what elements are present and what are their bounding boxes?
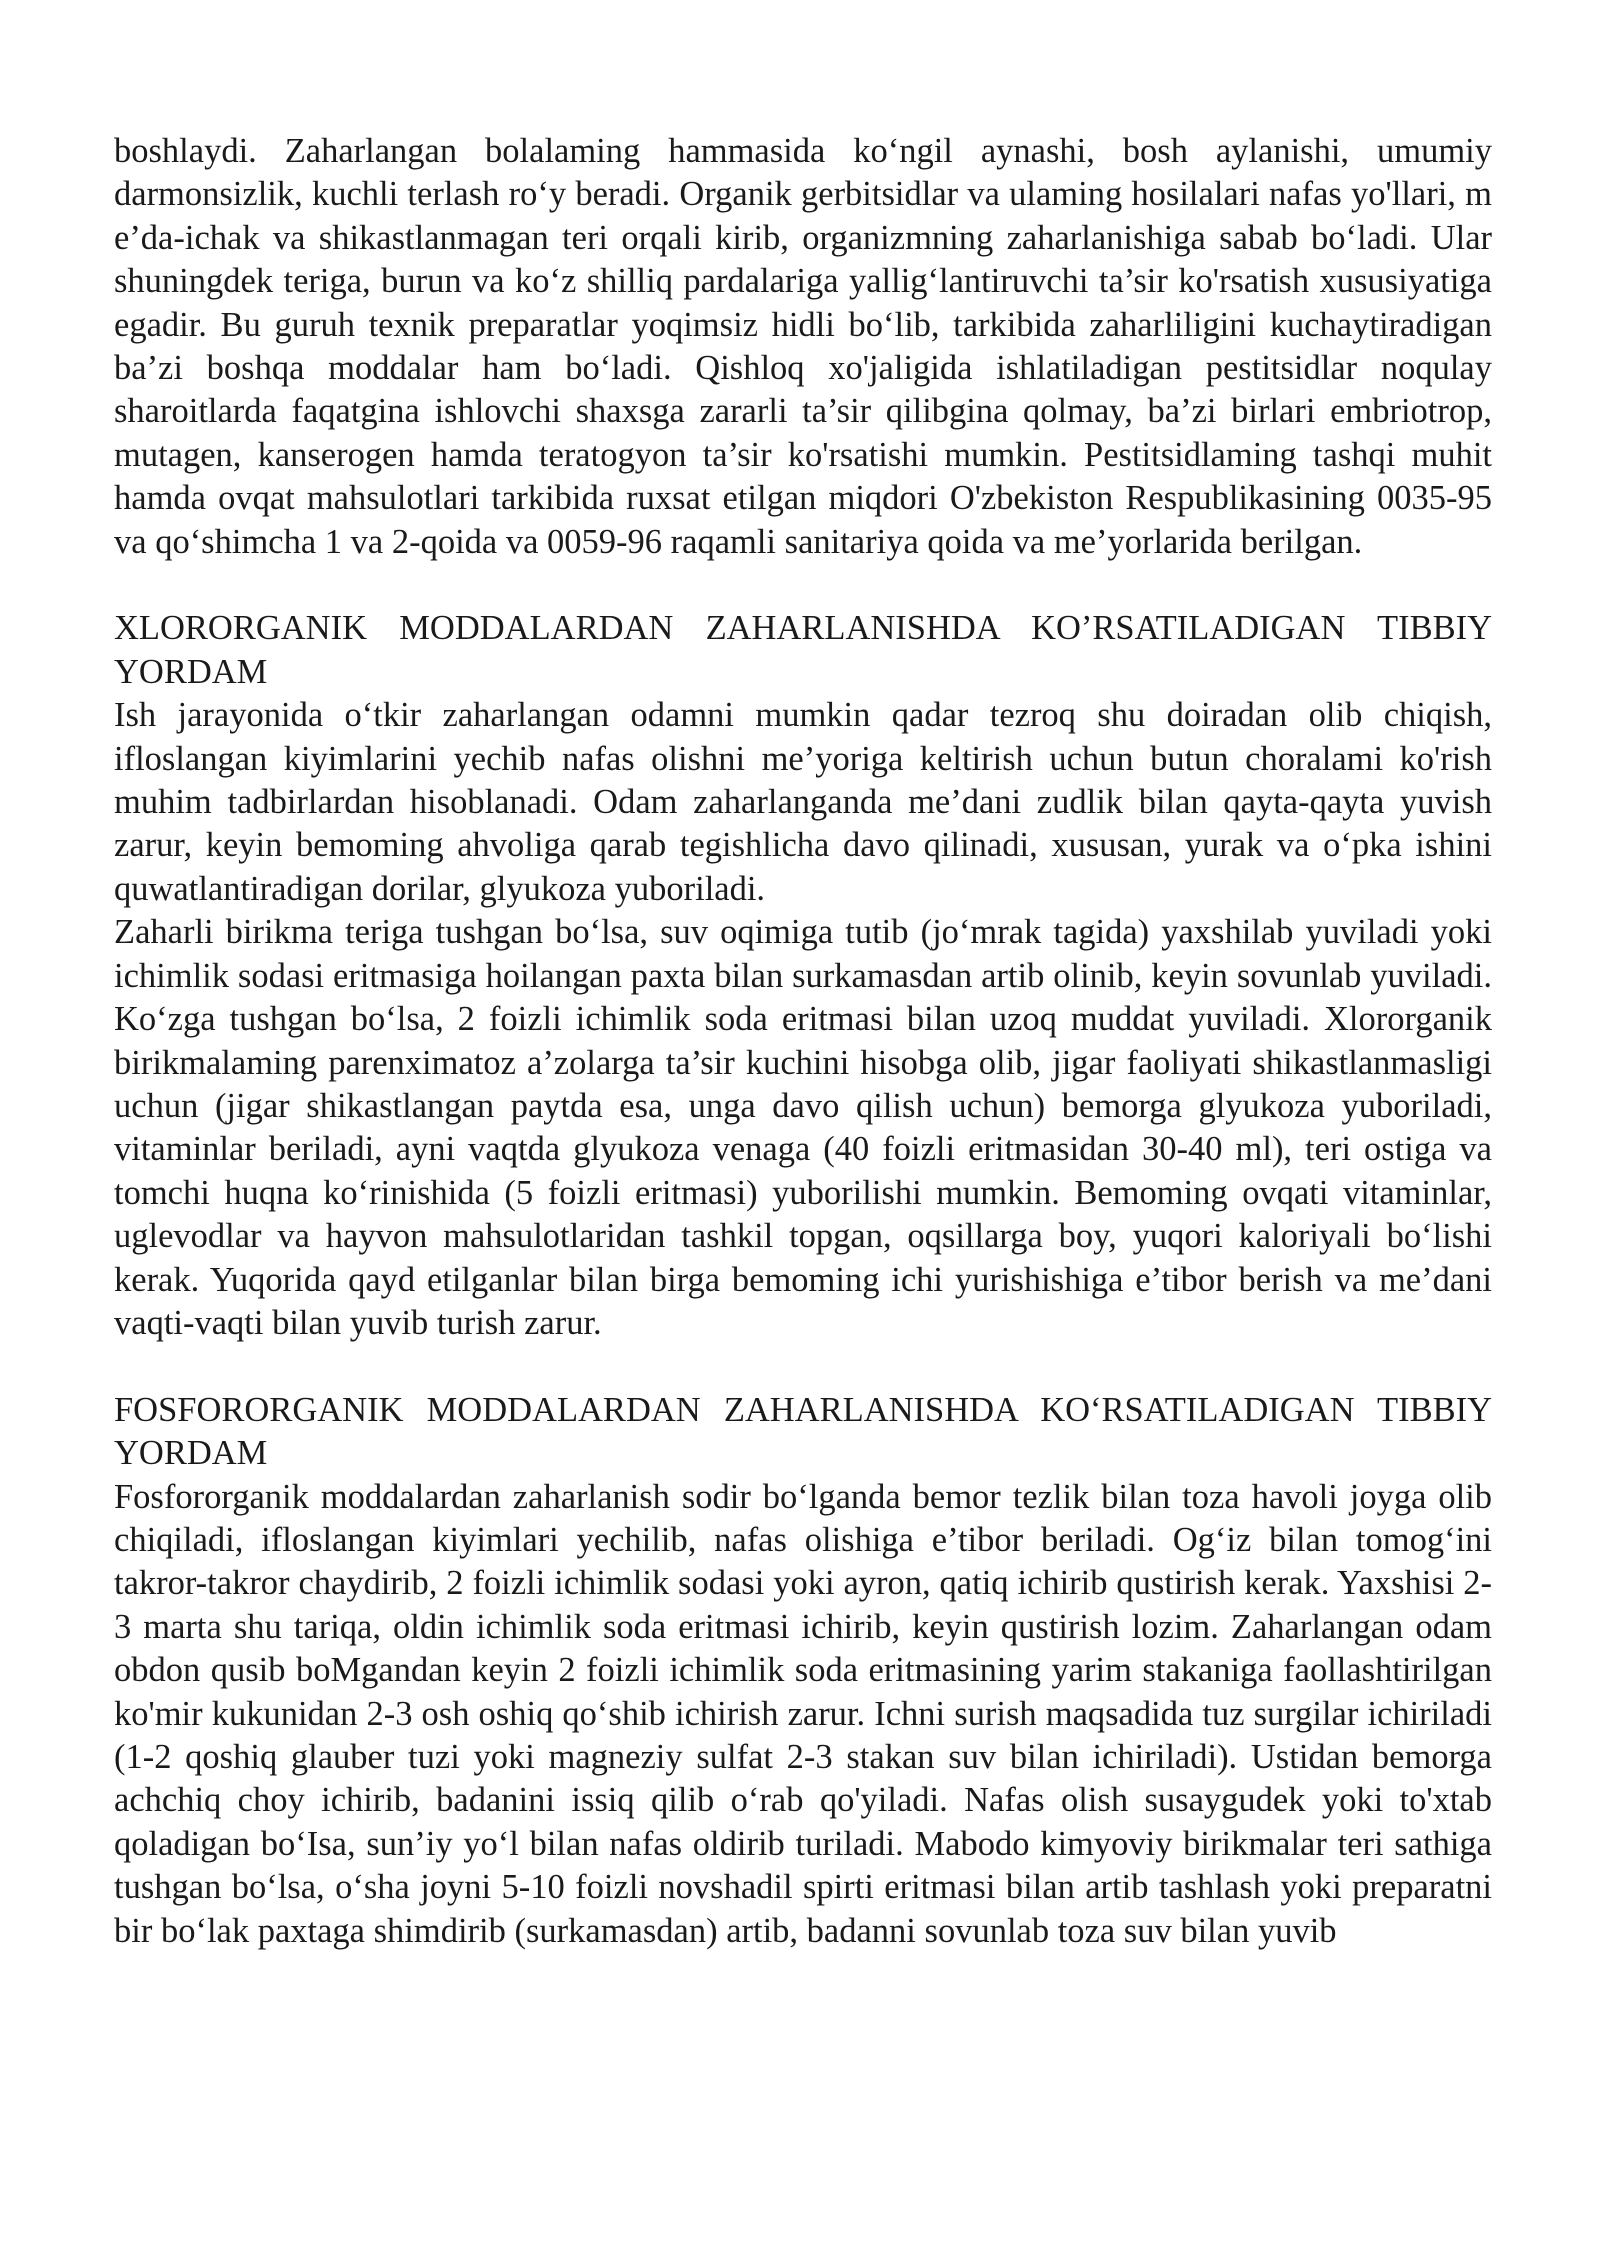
section1-paragraph-2: Zaharli birikma teriga tushgan bo‘lsa, suv oqimiga tutib (jo‘mrak tagida) yaxshilab yuviladi yoki ichimlik sodasi eritmasiga hoilangan paxta bilan surkamasdan artib olinib, keyin sovunlab yuviladi. Ko‘zga tushgan bo‘lsa, 2 foizli ichimlik soda eritmasi bilan uzoq muddat yuviladi. Xlororganik birikmalaming parenximatoz a’zolarga ta’sir kuchini hisobga olib, jigar faoliyati shikastlanmasligi uchun (jigar shikastlangan paytda esa, unga davo qilish uchun) bemorga glyukoza yuboriladi, vitaminlar beriladi, ayni vaqtda glyukoza venaga (40 foizli eritmasidan 30-40 ml), teri ostiga va tomchi huqna ko‘rinishida (5 foizli eritmasi) yuborilishi mumkin. Bemoming ovqati vitaminlar, uglevodlar va hayvon mahsulotlaridan tashkil topgan, oqsillarga boy, yuqori kaloriyali bo‘lishi kerak. Yuqorida qayd etilganlar bilan birga bemoming ichi yurishishiga e’tibor berish va me’dani vaqti-vaqti bilan yuvib turish zarur. [114, 913, 1492, 1342]
paragraph-gap [114, 564, 1492, 607]
paragraph-gap [114, 1345, 1492, 1388]
section-heading-xlororganik: XLORORGANIK MODDALARDAN ZAHARLANISHDA KO’RSATILADIGAN TIBBIY YORDAM [114, 609, 1492, 691]
section2-paragraph-1: Fosfororganik moddalardan zaharlanish sodir bo‘lganda bemor tezlik bilan toza havoli joyga olib chiqiladi, ifloslangan kiyimlari yechilib, nafas olishiga e’tibor beriladi. Og‘iz bilan tomog‘ini takror-takror chaydirib, 2 foizli ichimlik sodasi yoki ayron, qatiq ichirib qustirish kerak. Yaxshisi 2-3 marta shu tariqa, oldin ichimlik soda eritmasi ichirib, keyin qustirish lozim. Zaharlangan odam obdon qusib boMgandan keyin 2 foizli ichimlik soda eritmasining yarim stakaniga faollashtirilgan ko'mir kukunidan 2-3 osh oshiq qo‘shib ichirish zarur. Ichni surish maqsadida tuz surgilar ichiriladi (1-2 qoshiq glauber tuzi yoki magneziy sulfat 2-3 stakan suv bilan ichiriladi). Ustidan bemorga achchiq choy ichirib, badanini issiq qilib o‘rab qo'yiladi. Nafas olish susaygudek yoki to'xtab qoladigan bo‘Isa, sun’iy yo‘l bilan nafas oldirib turiladi. Mabodo kimyoviy birikmalar teri sathiga tushgan bo‘lsa, o‘sha joyni 5-10 foizli novshadil spirti eritmasi bilan artib tashlash yoki preparatni bir bo‘lak paxtaga shimdirib (surkamasdan) artib, badanni sovunlab toza suv bilan yuvib [114, 1477, 1492, 1950]
section-heading-fosfororganik: FOSFORORGANIK MODDALARDAN ZAHARLANISHDA KO‘RSATILADIGAN TIBBIY YORDAM [114, 1390, 1492, 1473]
section1-paragraph-1: Ish jarayonida o‘tkir zaharlangan odamni mumkin qadar tezroq shu doiradan olib chiqish, ifloslangan kiyimlarini yechib nafas olishni me’yoriga keltirish uchun butun choralami ko'rish muhim tadbirlardan hisoblanadi. Odam zaharlanganda me’dani zudlik bilan qayta-qayta yuvish zarur, keyin bemoming ahvoliga qarab tegishlicha davo qilinadi, xususan, yurak va o‘pka ishini quwatlantiradigan dorilar, glyukoza yuboriladi. [114, 696, 1492, 908]
document-page [114, 130, 1492, 1953]
intro-paragraph: boshlaydi. Zaharlangan bolalaming hammasida ko‘ngil aynashi, bosh aylanishi, umumiy darmonsizlik, kuchli terlash ro‘y beradi. Organik gerbitsidlar va ulaming hosilalari nafas yo'llari, m e’da-ichak va shikastlanmagan teri orqali kirib, organizmning zaharlanishiga sabab bo‘ladi. Ular shuningdek teriga, burun va ko‘z shilliq pardalariga yallig‘lantiruvchi ta’sir ko'rsatish xususiyatiga egadir. Bu guruh texnik preparatlar yoqimsiz hidli bo‘lib, tarkibida zaharliligini kuchaytiradigan ba’zi boshqa moddalar ham bo‘ladi. Qishloq xo'jaligida ishlatiladigan pestitsidlar noqulay sharoitlarda faqatgina ishlovchi shaxsga zararli ta’sir qilibgina qolmay, ba’zi birlari embriotrop, mutagen, kanserogen hamda teratogyon ta’sir ko'rsatishi mumkin. Pestitsidlaming tashqi muhit hamda ovqat mahsulotlari tarkibida ruxsat etilgan miqdori O'zbekiston Respublikasining 0035-95 va qo‘shimcha 1 va 2-qoida va 0059-96 raqamli sanitariya qoida va me’yorlarida berilgan. [114, 132, 1492, 561]
